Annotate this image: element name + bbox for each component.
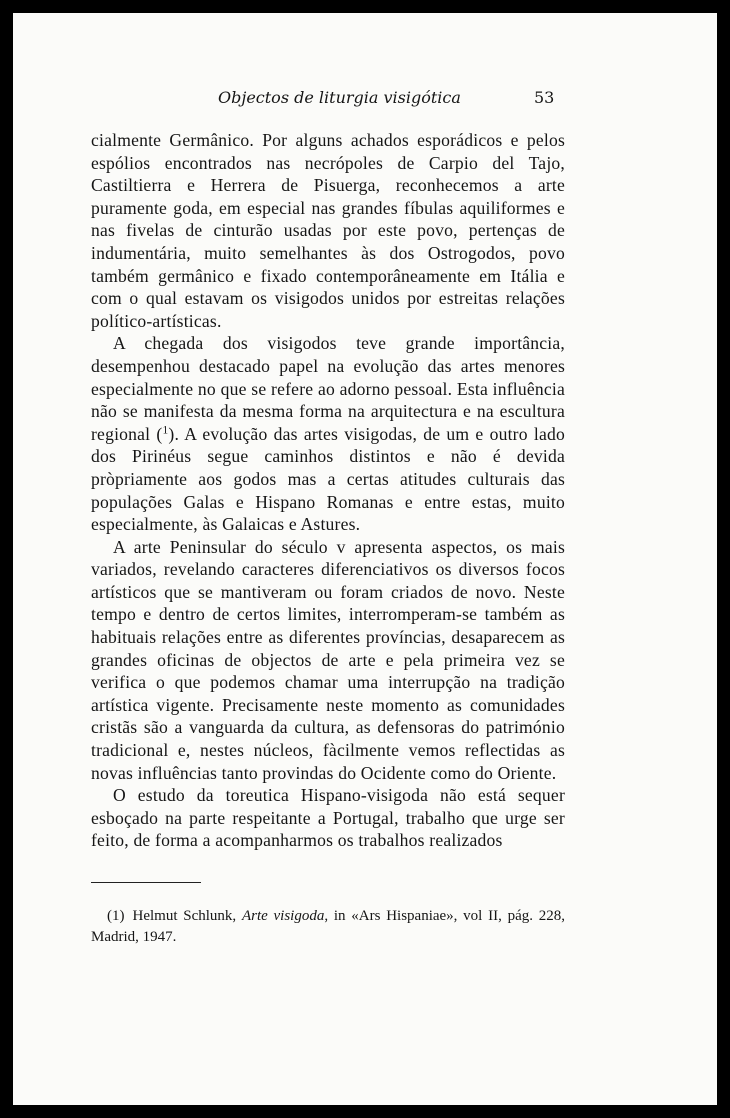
body-text <box>91 129 565 852</box>
footnote-reference: 1 <box>162 424 169 437</box>
paragraph-text: A chegada dos visigodos teve grande importância, desempenhou destacado papel na evolução das artes menores especialmente no que se refere ao adorno pessoal. Esta influência não se manifesta da mesma forma na arquitectura e na escultura regional ( <box>91 333 565 444</box>
book-page <box>13 13 717 1105</box>
footnote-title: Arte visigoda <box>241 908 325 924</box>
footnote-divider <box>91 882 201 883</box>
paragraph: A arte Peninsular do século v apresenta aspectos, os mais variados, revelando caracteres diferenciativos os diversos focos artísticos que se mantiveram ou foram criados de novo. Neste tempo e dentro de certos limites, interromperam-se também as habituais relações entre as diferentes províncias, desaparecem as grandes oficinas de objectos de arte e pela primeira vez se verifica o que podemos chamar uma interrupção na tradição artística vigente. Precisamente neste momento as comunidades cristãs são a vanguarda da cultura, as defensoras do património tradicional e, nestes núcleos, fàcilmente vemos reflectidas as novas influências tanto provindas do Ocidente como do Oriente. <box>91 536 565 783</box>
running-title: Objectos de liturgia visigótica <box>218 88 461 107</box>
footnote-marker: (1) <box>107 908 125 924</box>
page-header <box>13 88 717 114</box>
paragraph: cialmente Germânico. Por alguns achados esporádicos e pelos espólios encontrados nas necrópoles de Carpio del Tajo, Castiltierra e Herrera de Pisuerga, reconhecemos a arte puramente goda, em especial nas grandes fíbulas aquiliformes e nas fivelas de cinturão usadas por este povo, pertenças de indumentária, muito semelhantes às dos Ostrogodos, povo também germânico e fixado contemporâneamente em Itália e com o qual estavam os visigodos unidos por estreitas relações político-artísticas. <box>91 130 565 331</box>
paragraph: O estudo da toreutica Hispano-visigoda não está sequer esboçado na parte respeitante a Portugal, trabalho que urge ser feito, de forma a acompanharmos os trabalhos realizados <box>91 785 565 851</box>
footnote <box>91 906 565 948</box>
paragraph <box>91 332 565 535</box>
paragraph-text: ). A evolução das artes visigodas, de um e outro lado dos Pirinéus segue caminhos distintos e não é devida pròpriamente aos godos mas a certas atitudes culturais das populações Galas e Hispano Romanas e entre estas, muito especialmente, às Galaicas e Astures. <box>91 423 565 535</box>
page-number: 53 <box>534 88 555 107</box>
footnote-author: Helmut Schlunk, <box>132 908 237 924</box>
footnote-citation: , in «Ars Hispaniae», vol II, pág. 228, Madrid, 1947. <box>91 908 566 945</box>
